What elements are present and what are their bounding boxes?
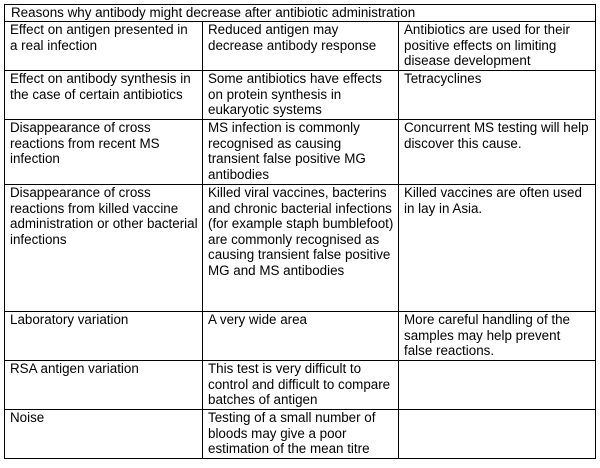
table-row xyxy=(5,185,596,312)
explanation-cell: MS infection is commonly recognised as causing transient false positive MG antibodies xyxy=(203,120,399,185)
reason-cell: RSA antigen variation xyxy=(5,361,203,410)
reason-cell: Laboratory variation xyxy=(5,312,203,361)
table-row xyxy=(5,410,596,459)
explanation-cell: A very wide area xyxy=(203,312,399,361)
table-row xyxy=(5,312,596,361)
comment-cell xyxy=(399,361,596,410)
reason-cell: Disappearance of cross reactions from killed vaccine administration or other bacterial infections xyxy=(5,185,203,312)
comment-cell: Antibiotics are used for their positive effects on limiting disease development xyxy=(399,22,596,71)
reason-cell: Effect on antibody synthesis in the case of certain antibiotics xyxy=(5,71,203,120)
reason-cell: Disappearance of cross reactions from recent MS infection xyxy=(5,120,203,185)
comment-cell xyxy=(399,410,596,459)
explanation-cell: Testing of a small number of bloods may give a poor estimation of the mean titre xyxy=(203,410,399,459)
antibody-decrease-table xyxy=(4,4,596,459)
explanation-cell: This test is very difficult to control and difficult to compare batches of antigen xyxy=(203,361,399,410)
explanation-cell: Reduced antigen may decrease antibody response xyxy=(203,22,399,71)
explanation-cell: Some antibiotics have effects on protein synthesis in eukaryotic systems xyxy=(203,71,399,120)
comment-cell: Killed vaccines are often used in lay in Asia. xyxy=(399,185,596,312)
table-title: Reasons why antibody might decrease after antibiotic administration xyxy=(5,5,596,22)
table-row xyxy=(5,71,596,120)
table-title-row xyxy=(5,5,596,22)
table-row xyxy=(5,361,596,410)
table-row xyxy=(5,120,596,185)
table-row xyxy=(5,22,596,71)
comment-cell: Concurrent MS testing will help discover this cause. xyxy=(399,120,596,185)
comment-cell: Tetracyclines xyxy=(399,71,596,120)
reason-cell: Effect on antigen presented in a real infection xyxy=(5,22,203,71)
explanation-cell: Killed viral vaccines, bacterins and chronic bacterial infections (for example staph bumblefoot) are commonly recognised as causing transient false positive MG and MS antibodies xyxy=(203,185,399,312)
comment-cell: More careful handling of the samples may help prevent false reactions. xyxy=(399,312,596,361)
reason-cell: Noise xyxy=(5,410,203,459)
